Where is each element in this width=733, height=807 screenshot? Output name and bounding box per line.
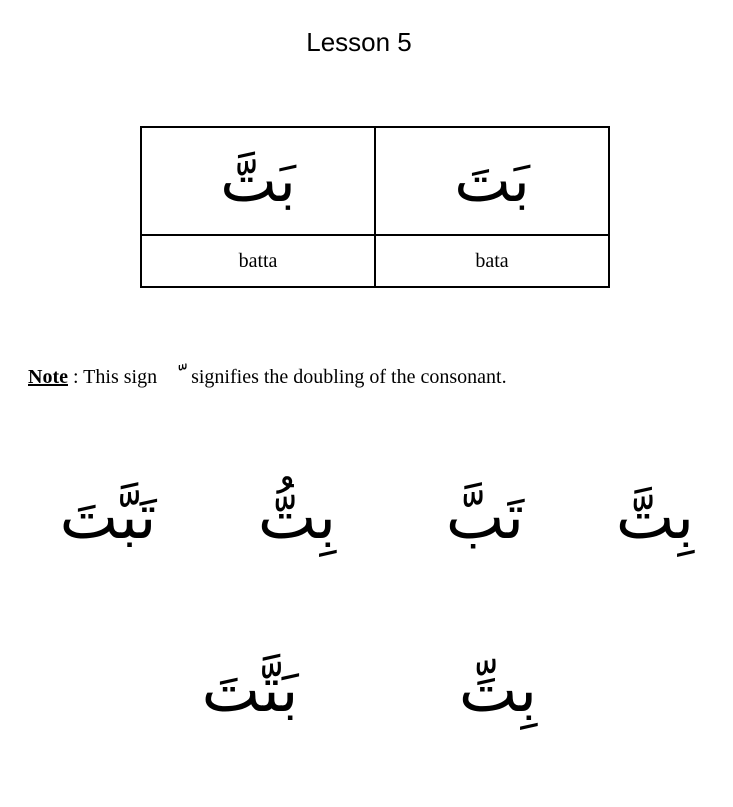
transliteration-row: [141, 235, 609, 287]
arabic-word-bata: بَتَ: [454, 146, 530, 216]
table-cell-left: [141, 127, 375, 235]
practice-word: تَبَّ: [445, 480, 525, 553]
practice-word: بِتِّ: [458, 653, 538, 726]
table-cell-right: [375, 127, 609, 235]
practice-word: تَبَّتَ: [59, 480, 157, 553]
practice-word: بَتَّتَ: [201, 653, 299, 726]
lesson-table: [140, 126, 610, 288]
note-suffix: signifies the doubling of the consonant.: [186, 366, 507, 388]
arabic-word-batta: بَتَّ: [220, 146, 296, 216]
practice-word: بِتَّ: [615, 480, 695, 553]
table-cell-left: [141, 235, 375, 287]
note-paragraph: [28, 364, 718, 390]
note-label: Note: [28, 366, 68, 388]
practice-word: بِتُّ: [257, 480, 337, 553]
note-prefix: : This sign: [67, 366, 163, 388]
transliteration-batta: batta: [238, 250, 278, 272]
table-cell-right: [375, 235, 609, 287]
page-title: Lesson 5: [306, 27, 412, 57]
arabic-row: [141, 127, 609, 235]
transliteration-bata: bata: [475, 250, 509, 272]
